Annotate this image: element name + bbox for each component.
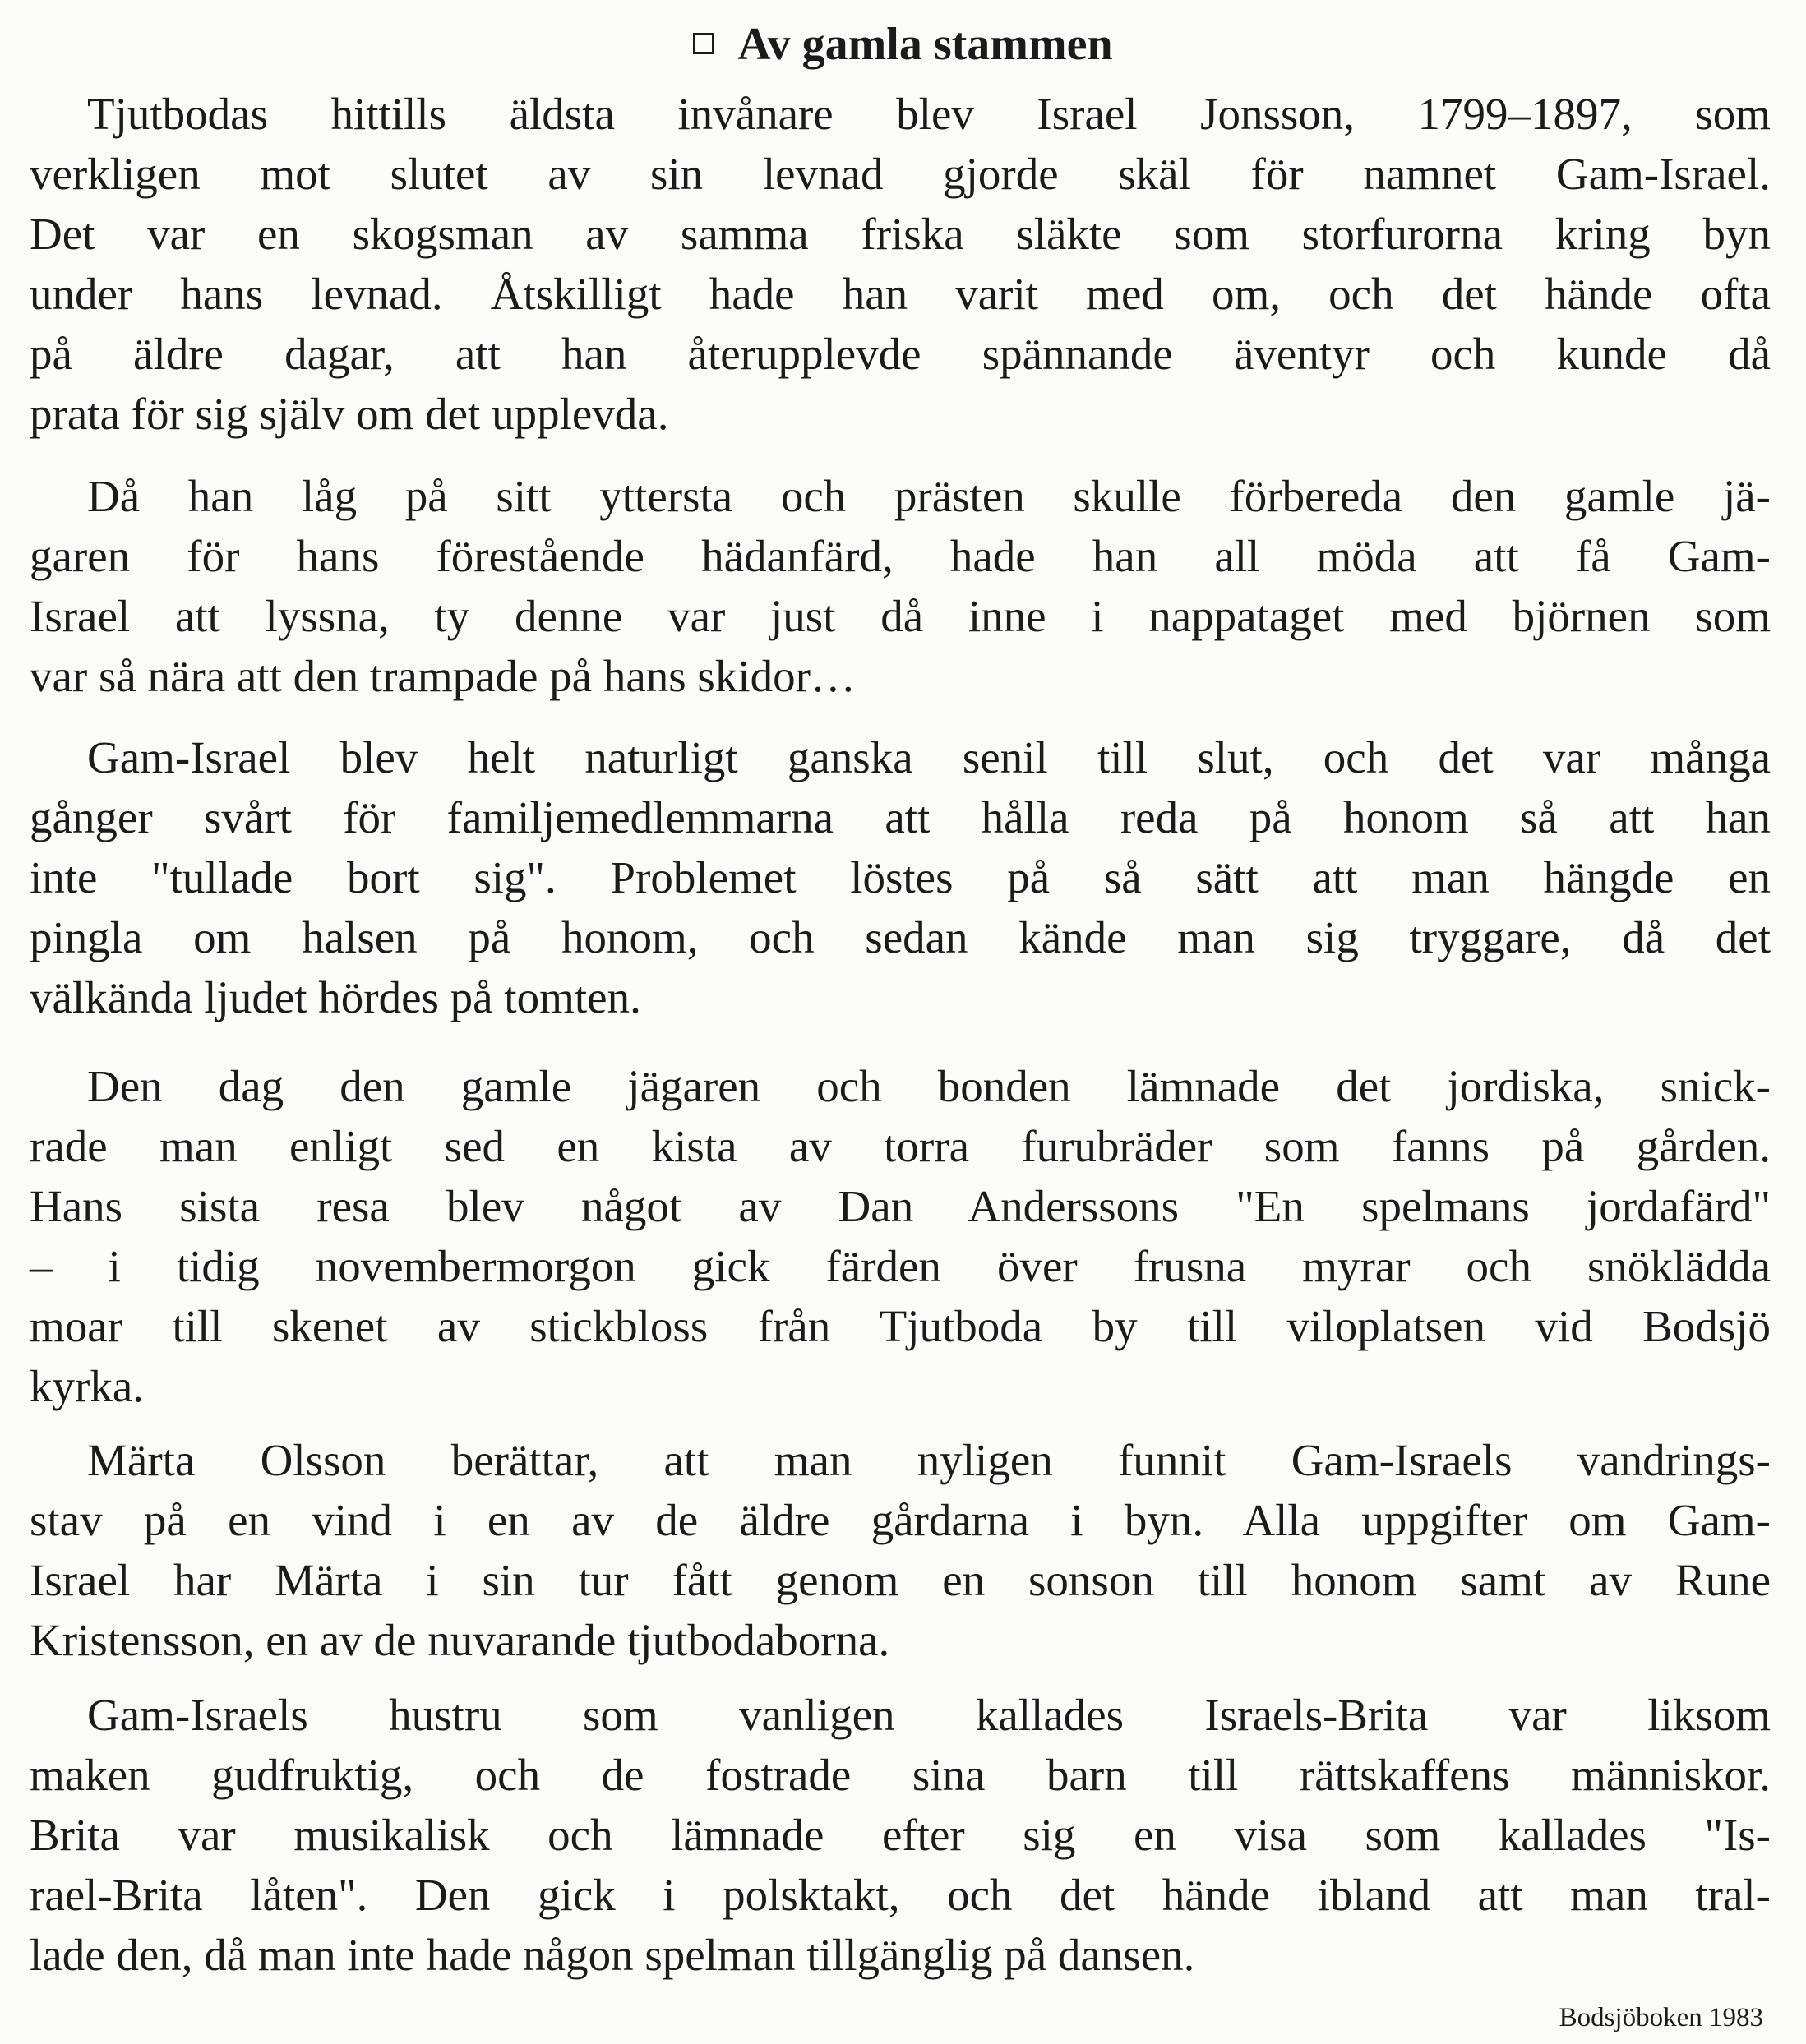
text-line: pingla om halsen på honom, och sedan kände man sig tryggare, då det — [30, 912, 1771, 962]
text-line: rade man enligt sed en kista av torra furubräder som fanns på gården. — [30, 1121, 1771, 1171]
square-outline-icon — [693, 33, 714, 54]
text-line: moar till skenet av stickbloss från Tjutboda by till viloplatsen vid Bodsjö — [30, 1301, 1771, 1351]
text-line: Israel har Märta i sin tur fått genom en sonson till honom samt av Rune — [30, 1555, 1771, 1605]
paragraph-4 — [30, 1056, 1771, 1416]
text-line: kyrka. — [30, 1361, 144, 1411]
text-line: Märta Olsson berättar, att man nyligen funnit Gam-Israels vandrings- — [87, 1435, 1771, 1485]
text-line: Kristensson, en av de nuvarande tjutbodaborna. — [30, 1615, 890, 1665]
text-line: under hans levnad. Åtskilligt hade han varit med om, och det hände ofta — [30, 269, 1771, 319]
text-line: prata för sig själv om det upplevda. — [30, 389, 669, 439]
text-line: Brita var musikalisk och lämnade efter sig en visa som kallades "Is- — [30, 1810, 1771, 1860]
text-line: välkända ljudet hördes på tomten. — [30, 972, 641, 1022]
text-line: på äldre dagar, att han återupplevde spännande äventyr och kunde då — [30, 329, 1771, 379]
text-line: rael-Brita låten". Den gick i polsktakt, och det hände ibland att man tral- — [30, 1870, 1771, 1920]
text-line: Då han låg på sitt yttersta och prästen skulle förbereda den gamle jä- — [87, 471, 1771, 521]
text-line: inte "tullade bort sig". Problemet löstes på så sätt att man hängde en — [30, 852, 1771, 902]
text-line: var så nära att den trampade på hans skidor… — [30, 651, 856, 701]
text-line: lade den, då man inte hade någon spelman tillgänglig på dansen. — [30, 1930, 1195, 1980]
paragraph-2 — [30, 466, 1771, 706]
text-line: Hans sista resa blev något av Dan Anderssons "En spelmans jordafärd" — [30, 1181, 1771, 1231]
paragraph-3 — [30, 727, 1771, 1027]
text-line: – i tidig novembermorgon gick färden över frusna myrar och snöklädda — [30, 1241, 1771, 1291]
paragraph-5 — [30, 1430, 1771, 1670]
text-line: Gam-Israels hustru som vanligen kallades Israels-Brita var liksom — [87, 1690, 1771, 1740]
text-line: Den dag den gamle jägaren och bonden lämnade det jordiska, snick- — [87, 1061, 1771, 1111]
text-line: Tjutbodas hittills äldsta invånare blev Israel Jonsson, 1799–1897, som — [87, 89, 1771, 139]
paragraph-6 — [30, 1685, 1771, 1985]
text-line: Det var en skogsman av samma friska släkte som storfurorna kring byn — [30, 209, 1771, 259]
text-line: verkligen mot slutet av sin levnad gjorde skäl för namnet Gam-Israel. — [30, 149, 1771, 199]
source-caption: Bodsjöboken 1983 — [1559, 2003, 1763, 2032]
text-line: Gam-Israel blev helt naturligt ganska senil till slut, och det var många — [87, 732, 1771, 782]
text-line: gånger svårt för familjemedlemmarna att hålla reda på honom så att han — [30, 792, 1771, 842]
text-line: stav på en vind i en av de äldre gårdarna i byn. Alla uppgifter om Gam- — [30, 1495, 1771, 1545]
text-line: maken gudfruktig, och de fostrade sina barn till rättskaffens människor. — [30, 1750, 1771, 1800]
text-line: Israel att lyssna, ty denne var just då inne i nappataget med björnen som — [30, 591, 1771, 641]
text-line: garen för hans förestående hädanfärd, hade han all möda att få Gam- — [30, 531, 1771, 581]
article-title: Av gamla stammen — [737, 19, 1113, 70]
paragraph-1 — [30, 84, 1771, 444]
article-heading — [0, 18, 1806, 71]
